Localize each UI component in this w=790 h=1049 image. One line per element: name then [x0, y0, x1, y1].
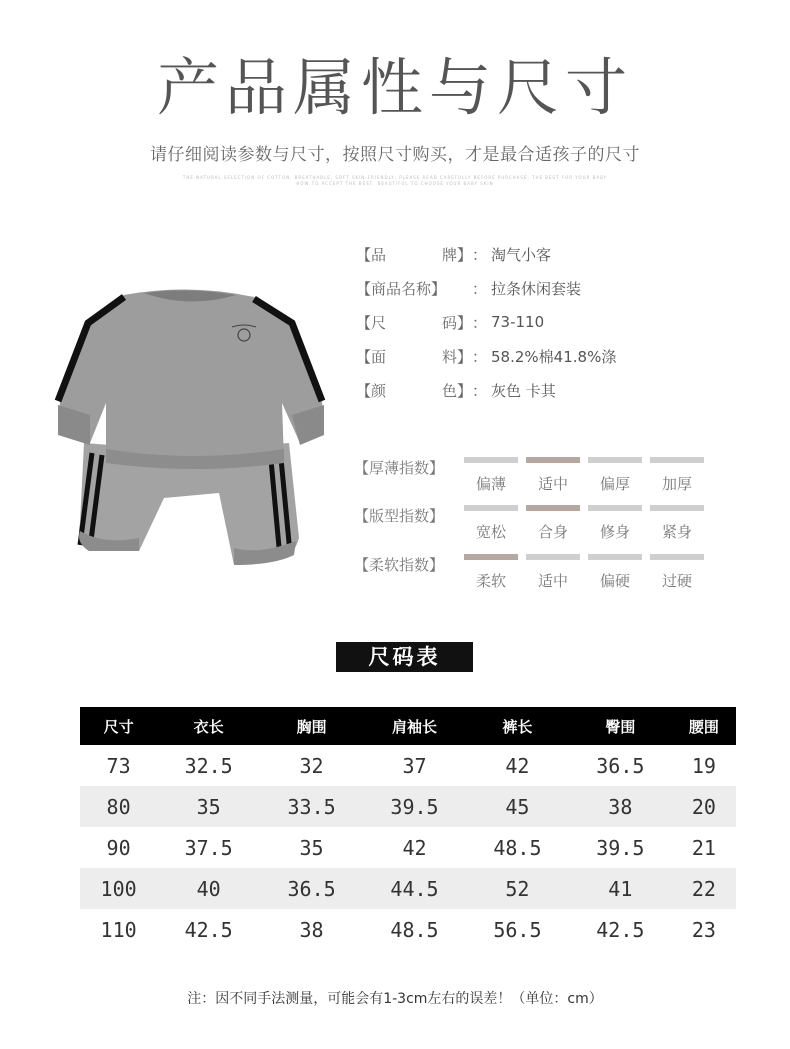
- index-option: [525, 554, 581, 591]
- table-header-cell: 臀围: [569, 707, 672, 745]
- attr-colon: ：: [472, 381, 488, 400]
- attr-label-size-b: 码】: [441, 313, 472, 332]
- table-header-cell: 肩袖长: [363, 707, 466, 745]
- table-cell: 48.5: [493, 835, 542, 860]
- table-cell: 56.5: [493, 917, 542, 942]
- index-label-thickness: 【厚薄指数】: [354, 459, 445, 477]
- table-cell: 100: [80, 868, 157, 909]
- index-option: [463, 505, 519, 542]
- attr-label-product-name: 【商品名称】: [356, 279, 447, 298]
- index-scale-fit: [463, 505, 705, 542]
- table-cell: 20: [672, 786, 736, 827]
- measurement-note: 注：因不同手法测量，可能会有1-3cm左右的误差！（单位：cm）: [187, 991, 603, 1007]
- index-bar: [464, 457, 518, 463]
- table-header-cell: 胸围: [260, 707, 363, 745]
- attr-row-fabric: [356, 345, 616, 367]
- index-bar: [650, 554, 704, 560]
- attr-label-color-b: 色】: [441, 381, 472, 400]
- table-cell: 44.5: [363, 868, 466, 909]
- attr-value-fabric: 58.2%棉41.8%涤: [491, 347, 617, 366]
- table-cell: 35: [299, 835, 324, 860]
- index-option-label: 修身: [599, 523, 630, 541]
- table-cell: 48.5: [390, 917, 439, 942]
- table-cell: 42.5: [184, 917, 233, 942]
- index-option-selected: [463, 554, 519, 591]
- table-cell: 33.5: [260, 786, 363, 827]
- table-row: [80, 868, 736, 909]
- index-option-label: 加厚: [661, 475, 692, 493]
- fineprint-line-1: THE NATURAL SELECTION OF COTTON, BREATHABLE, SOFT SKIN-FRIENDLY, PLEASE READ CAREFULLY BEFORE PURCHASE, THE BEST FOR YOUR BABY: [182, 175, 608, 180]
- index-option-selected: [525, 457, 581, 494]
- table-cell: 21: [691, 835, 716, 860]
- attr-colon: ：: [472, 245, 488, 264]
- index-option-label: 过硬: [661, 572, 692, 590]
- index-label-fit: 【版型指数】: [354, 507, 445, 525]
- attr-row-size: [356, 311, 544, 333]
- index-bar: [588, 505, 642, 511]
- table-cell: 36.5: [596, 753, 645, 778]
- table-row: [80, 745, 736, 786]
- index-option: [649, 457, 705, 494]
- size-table: [80, 707, 736, 950]
- page-subtitle: 请仔细阅读参数与尺寸，按照尺寸购买，才是最合适孩子的尺寸: [150, 145, 640, 165]
- attr-label-brand-a: 【品: [356, 245, 387, 264]
- table-cell: 38: [569, 786, 672, 827]
- index-scale-softness: [463, 554, 705, 591]
- size-chart-heading: 尺码表: [336, 642, 473, 672]
- attr-label-color-a: 【颜: [356, 381, 387, 400]
- table-header-cell: 尺寸: [80, 707, 157, 745]
- index-option-label: 合身: [537, 523, 568, 541]
- attr-value-brand: 淘气小客: [491, 245, 552, 264]
- table-row: [80, 827, 736, 868]
- product-image: [44, 283, 334, 573]
- table-cell: 42.5: [596, 917, 645, 942]
- index-bar-selected: [526, 457, 580, 463]
- table-cell: 19: [691, 753, 716, 778]
- index-option: [587, 457, 643, 494]
- index-bar: [464, 505, 518, 511]
- table-cell: 32.5: [184, 753, 233, 778]
- attr-value-product-name: 拉条休闲套装: [491, 279, 582, 298]
- table-cell: 80: [80, 786, 157, 827]
- index-label-softness: 【柔软指数】: [354, 556, 445, 574]
- index-scale-thickness: [463, 457, 705, 494]
- index-bar-selected: [464, 554, 518, 560]
- table-cell: 23: [691, 917, 716, 942]
- table-cell: 36.5: [260, 868, 363, 909]
- index-bar: [526, 554, 580, 560]
- table-cell: 39.5: [596, 835, 645, 860]
- fineprint-line-2: HOW TO ACCEPT THE BEST, BEAUTIFUL TO CHOOSE YOUR BABY SKIN: [296, 181, 494, 186]
- index-bar: [650, 457, 704, 463]
- table-cell: 39.5: [363, 786, 466, 827]
- index-bar: [588, 554, 642, 560]
- attr-colon: ：: [472, 347, 488, 366]
- index-option-label: 宽松: [475, 523, 506, 541]
- table-header-cell: 裤长: [466, 707, 569, 745]
- table-cell: 37.5: [184, 835, 233, 860]
- attr-label-fabric-b: 料】: [441, 347, 472, 366]
- attr-colon: ：: [472, 313, 488, 332]
- table-header-cell: 腰围: [672, 707, 736, 745]
- index-option-selected: [525, 505, 581, 542]
- table-cell: 90: [106, 835, 131, 860]
- attr-label-size-a: 【尺: [356, 313, 387, 332]
- table-cell: 52: [466, 868, 569, 909]
- attr-value-size: 73-110: [491, 313, 545, 331]
- table-cell: 37: [402, 753, 427, 778]
- index-bar-selected: [526, 505, 580, 511]
- table-cell: 73: [106, 753, 131, 778]
- index-option-label: 偏薄: [475, 475, 506, 493]
- index-option-label: 紧身: [661, 523, 692, 541]
- table-cell: 42: [402, 835, 427, 860]
- table-row: [80, 909, 736, 950]
- index-bar: [588, 457, 642, 463]
- attr-row-color: [356, 379, 556, 401]
- index-bar: [650, 505, 704, 511]
- page-title: 产品属性与尺寸: [156, 51, 633, 124]
- index-option-label: 柔软: [475, 572, 506, 590]
- index-option: [463, 457, 519, 494]
- attr-row-product-name: [356, 277, 581, 299]
- table-cell: 32: [299, 753, 324, 778]
- attr-label-fabric-a: 【面: [356, 347, 387, 366]
- index-option-label: 偏厚: [599, 475, 630, 493]
- table-cell: 35: [157, 786, 260, 827]
- table-cell: 40: [157, 868, 260, 909]
- attr-label-brand-b: 牌】: [441, 245, 472, 264]
- index-option-label: 适中: [537, 475, 568, 493]
- index-option: [649, 505, 705, 542]
- table-header-cell: 衣长: [157, 707, 260, 745]
- table-header-row: [80, 707, 736, 745]
- table-cell: 45: [466, 786, 569, 827]
- table-cell: 41: [569, 868, 672, 909]
- attr-row-brand: [356, 243, 551, 265]
- table-cell: 42: [505, 753, 530, 778]
- index-option-label: 适中: [537, 572, 568, 590]
- kids-tracksuit-illustration: [44, 283, 334, 573]
- attr-colon: ：: [472, 279, 488, 298]
- table-cell: 110: [100, 917, 137, 942]
- index-option: [587, 505, 643, 542]
- index-option: [587, 554, 643, 591]
- table-row: [80, 786, 736, 827]
- table-cell: 22: [672, 868, 736, 909]
- index-option-label: 偏硬: [599, 572, 630, 590]
- attr-value-color: 灰色 卡其: [491, 381, 556, 400]
- index-option: [649, 554, 705, 591]
- table-cell: 38: [299, 917, 324, 942]
